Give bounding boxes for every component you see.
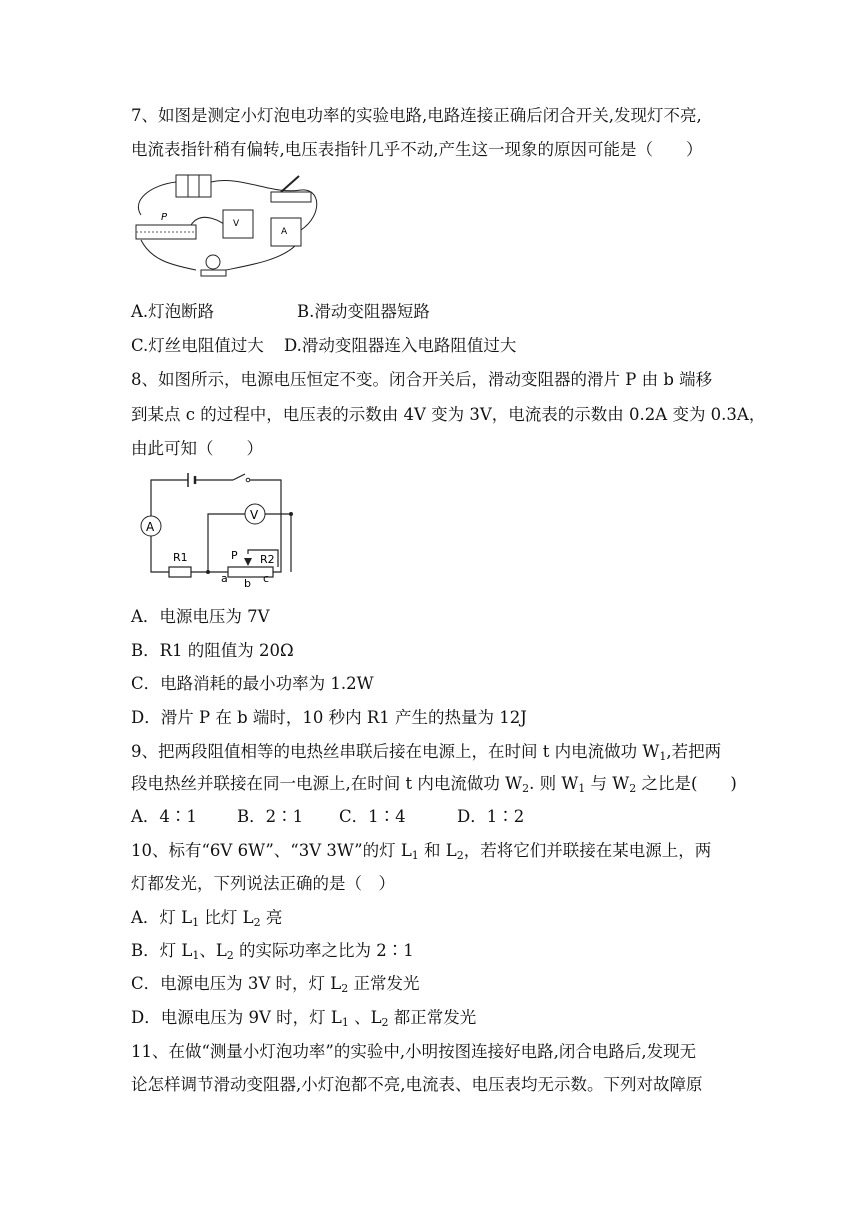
q8-voltmeter-label: V <box>250 508 259 522</box>
q8-r2-label: R2 <box>260 553 275 566</box>
q10-sub: 1 <box>192 949 200 962</box>
q10-option-b-text: 、L <box>199 941 227 960</box>
q9-sub: 1 <box>659 750 667 763</box>
q10-option-c-text: 正常发光 <box>348 974 420 993</box>
q10-option-b-text: B．灯 L <box>131 941 193 960</box>
q10-sub: 2 <box>226 949 234 962</box>
q8-option-a: A．电源电压为 7V <box>131 607 270 626</box>
q10-option-a-text: 比灯 L <box>199 908 254 927</box>
q7-label-p: P <box>161 212 168 223</box>
q9-line-2 <box>131 772 737 796</box>
q8-r1-label: R1 <box>173 551 188 564</box>
q10-line-1-text-end: ，若将它们并联接在某电源上，两 <box>463 841 712 860</box>
q10-sub: 1 <box>192 916 200 929</box>
q9-line-1 <box>131 740 731 764</box>
q9-line-1-text-end: ,若把两 <box>666 742 722 761</box>
q10-sub: 2 <box>341 982 349 995</box>
q9-option-b: B．2∶1 <box>237 807 304 826</box>
q9-line-2-text: . 则 W <box>529 774 579 793</box>
q7-option-d: D.滑动变阻器连入电路阻值过大 <box>284 336 517 355</box>
q8-line-3: 由此可知（ ） <box>131 439 263 458</box>
q8-b-label: b <box>244 577 251 588</box>
q10-option-c-text: C．电源电压为 3V 时，灯 L <box>131 974 342 993</box>
q9-options-row <box>131 805 731 829</box>
q8-ammeter-label: A <box>146 520 155 534</box>
q8-p-label: P <box>231 549 238 562</box>
q9-sub: 2 <box>629 782 637 795</box>
q9-option-c: C．1∶4 <box>339 807 406 826</box>
q7-circuit-figure <box>131 170 326 285</box>
q10-line-1 <box>131 839 731 863</box>
q10-option-a-text: 亮 <box>260 908 283 927</box>
q7-options-row-1 <box>131 300 731 324</box>
q10-option-b <box>131 939 731 963</box>
q9-sub: 2 <box>522 782 530 795</box>
q8-line-2: 到某点 c 的过程中，电压表的示数由 4V 变为 3V，电流表的示数由 0.2A 变为 0.3A， <box>131 405 766 424</box>
q10-sub: 1 <box>341 1016 349 1029</box>
q10-line-2: 灯都发光，下列说法正确的是（ ） <box>131 874 395 893</box>
q8-circuit-figure <box>133 470 298 588</box>
q7-line-1: 7、如图是测定小灯泡电功率的实验电路,电路连接正确后闭合开关,发现灯不亮, <box>131 106 702 125</box>
q10-option-b-text: 的实际功率之比为 2∶1 <box>233 941 414 960</box>
q10-sub: 1 <box>411 849 419 862</box>
q10-line-1-text: 10、标有“6V 6W”、“3V 3W”的灯 L <box>131 841 412 860</box>
q10-option-a-text: A．灯 L <box>131 908 193 927</box>
q7-option-a: A.灯泡断路 <box>131 302 215 321</box>
q9-line-2-text-end: 之比是( ) <box>636 774 737 793</box>
q10-option-d-text: D．电源电压为 9V 时，灯 L <box>131 1008 342 1027</box>
q7-options-row-2 <box>131 334 731 358</box>
q10-option-c <box>131 972 731 996</box>
q8-c-label: c <box>263 572 270 585</box>
q7-option-b: B.滑动变阻器短路 <box>297 302 430 321</box>
q11-line-2: 论怎样调节滑动变阻器,小灯泡都不亮,电流表、电压表均无示数。下列对故障原 <box>131 1075 703 1094</box>
q10-option-a <box>131 906 731 930</box>
q10-option-d-text: 都正常发光 <box>388 1008 477 1027</box>
q10-option-d <box>131 1006 731 1030</box>
q9-line-2-text: 与 W <box>585 774 630 793</box>
q9-option-d: D．1∶2 <box>457 807 525 826</box>
q8-line-1: 8、如图所示，电源电压恒定不变。闭合开关后，滑动变阻器的滑片 P 由 b 端移 <box>131 370 713 389</box>
q8-option-d: D．滑片 P 在 b 端时，10 秒内 R1 产生的热量为 12J <box>131 708 527 727</box>
q11-line-1: 11、在做“测量小灯泡功率”的实验中,小明按图连接好电路,闭合电路后,发现无 <box>131 1042 697 1061</box>
q8-a-label: a <box>221 572 228 585</box>
q10-sub: 2 <box>456 849 464 862</box>
q10-sub: 2 <box>381 1016 389 1029</box>
q7-option-c: C.灯丝电阻值过大 <box>131 336 264 355</box>
q8-option-c: C．电路消耗的最小功率为 1.2W <box>131 674 374 693</box>
q7-label-a: A <box>281 227 288 237</box>
q10-sub: 2 <box>253 916 261 929</box>
q10-line-1-text: 和 L <box>418 841 457 860</box>
q7-label-v: V <box>233 219 240 229</box>
q8-option-b: B．R1 的阻值为 20Ω <box>131 641 294 660</box>
q9-line-2-text: 段电热丝并联接在同一电源上,在时间 t 内电流做功 W <box>131 774 523 793</box>
q9-option-a: A．4∶1 <box>131 807 197 826</box>
q7-line-2: 电流表指针稍有偏转,电压表指针几乎不动,产生这一现象的原因可能是（ ） <box>131 140 703 159</box>
q9-line-1-text: 9、把两段阻值相等的电热丝串联后接在电源上，在时间 t 内电流做功 W <box>131 742 660 761</box>
q10-option-d-text: 、L <box>348 1008 382 1027</box>
q9-sub: 1 <box>578 782 586 795</box>
